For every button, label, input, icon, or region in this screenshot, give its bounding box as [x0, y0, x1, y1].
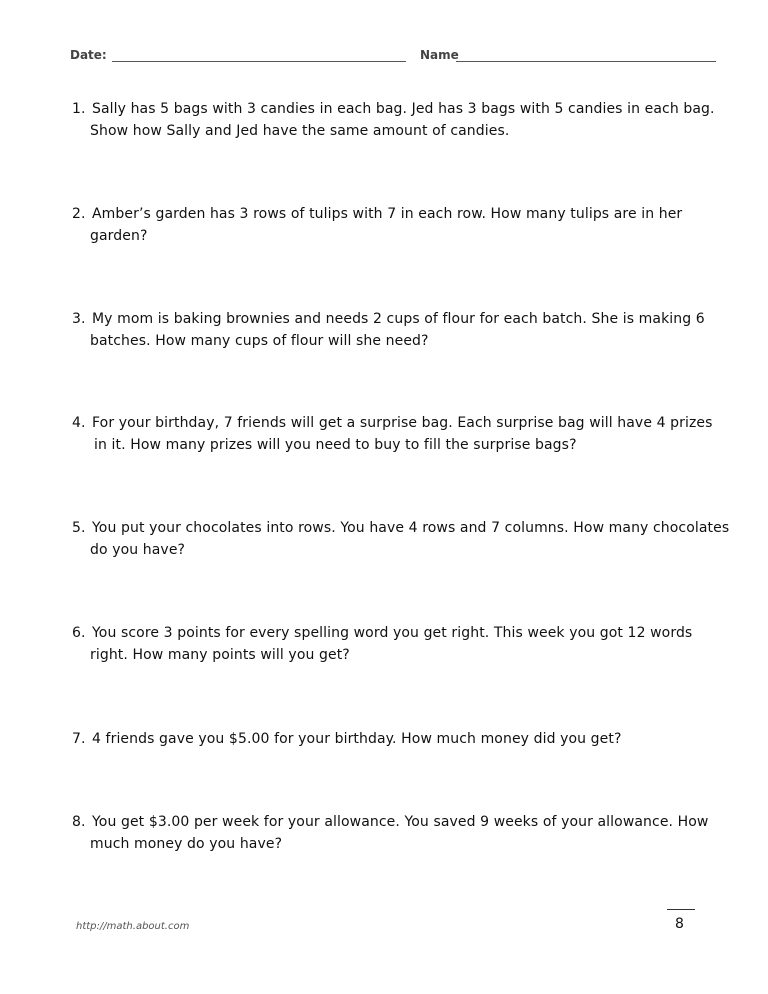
problem-7 — [72, 728, 722, 750]
name-blank-line — [456, 61, 716, 62]
problem-text-line1: You put your chocolates into rows. You have 4 rows and 7 columns. How many chocolates — [92, 520, 730, 536]
problem-text-line2: garden? — [90, 228, 148, 244]
problem-number: 2. — [72, 206, 86, 222]
name-label: Name — [420, 48, 459, 62]
problem-text-line1: Sally has 5 bags with 3 candies in each bag. Jed has 3 bags with 5 candies in each bag. — [92, 101, 715, 117]
problem-4 — [72, 412, 722, 456]
problem-text-line2: right. How many points will you get? — [90, 647, 350, 663]
problem-5 — [72, 517, 730, 561]
problem-text-line2: much money do you have? — [90, 836, 283, 852]
problem-text-line1: 4 friends gave you $5.00 for your birthday. How much money did you get? — [92, 731, 622, 747]
footer-source-link[interactable]: http://math.about.com — [76, 921, 190, 932]
problem-number: 5. — [72, 520, 86, 536]
problem-text-line1: You get $3.00 per week for your allowance. You saved 9 weeks of your allowance. How — [92, 814, 709, 830]
problem-text-line1: You score 3 points for every spelling word you get right. This week you got 12 words — [92, 625, 693, 641]
problem-text-line1: My mom is baking brownies and needs 2 cups of flour for each batch. She is making 6 — [92, 311, 705, 327]
date-blank-line — [112, 61, 406, 62]
problem-number: 8. — [72, 814, 86, 830]
problem-text-line1: For your birthday, 7 friends will get a surprise bag. Each surprise bag will have 4 prizes — [92, 415, 713, 431]
problem-8 — [72, 811, 722, 855]
problem-number: 1. — [72, 101, 86, 117]
page-number-rule — [667, 909, 695, 910]
problem-number: 4. — [72, 415, 86, 431]
problem-text-line2: batches. How many cups of flour will she need? — [90, 333, 429, 349]
problem-6 — [72, 622, 722, 666]
problem-1 — [72, 98, 722, 142]
problem-3 — [72, 308, 722, 352]
date-label: Date: — [70, 48, 107, 62]
problem-text-line1: Amber’s garden has 3 rows of tulips with 7 in each row. How many tulips are in her — [92, 206, 683, 222]
problem-text-line2: in it. How many prizes will you need to buy to fill the surprise bags? — [94, 437, 577, 453]
problem-text-line2: do you have? — [90, 542, 186, 558]
problem-2 — [72, 203, 722, 247]
page-number: 8 — [675, 916, 684, 932]
problem-number: 6. — [72, 625, 86, 641]
worksheet-header — [70, 46, 720, 66]
problem-text-line2: Show how Sally and Jed have the same amount of candies. — [90, 123, 510, 139]
problem-number: 3. — [72, 311, 86, 327]
problem-number: 7. — [72, 731, 86, 747]
